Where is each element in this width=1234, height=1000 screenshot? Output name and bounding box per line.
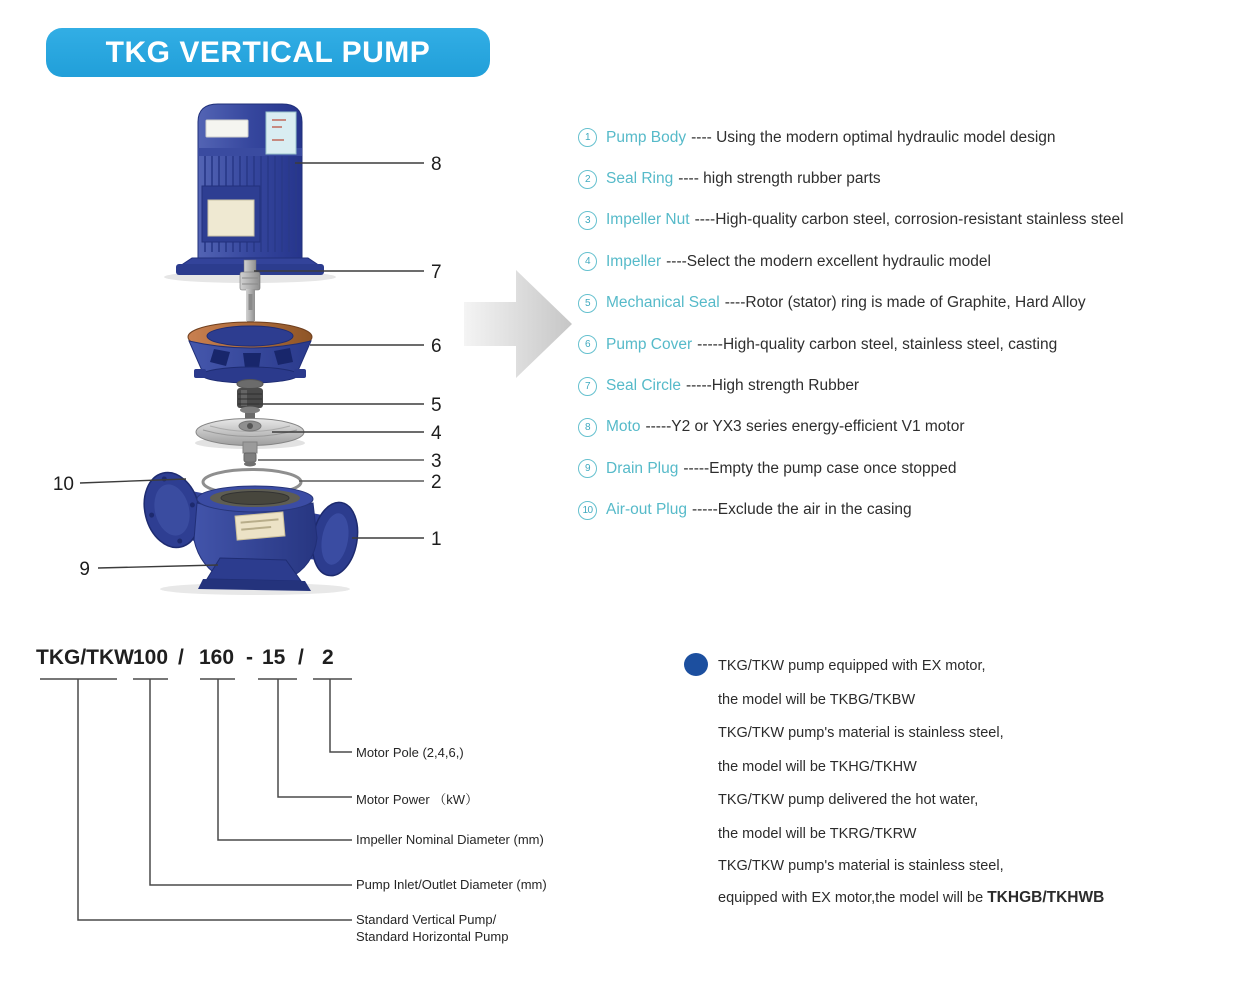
model-code-connector-lines xyxy=(30,672,630,962)
impeller-nut-illustration xyxy=(244,453,256,467)
part-number-badge: 6 xyxy=(578,335,597,354)
arrow-right-icon xyxy=(460,262,578,382)
part-name: Mechanical Seal xyxy=(606,294,720,312)
part-name: Drain Plug xyxy=(606,459,679,477)
mechanical-seal-illustration xyxy=(237,380,263,421)
part-description: -----Exclude the air in the casing xyxy=(691,501,912,519)
part-description: -----High-quality carbon steel, stainless steel, casting xyxy=(697,335,1058,353)
part-description: ---- Using the modern optimal hydraulic model design xyxy=(691,128,1056,146)
part-description: ----Rotor (stator) ring is made of Graphite, Hard Alloy xyxy=(724,294,1086,312)
label-standard-vertical: Standard Vertical Pump/ xyxy=(356,912,497,927)
callout-6: 6 xyxy=(431,336,442,357)
part-name: Impeller Nut xyxy=(606,211,690,229)
note-line: TKG/TKW pump equipped with EX motor, xyxy=(718,658,986,674)
model-code-slash2: / xyxy=(298,646,304,669)
part-number-badge: 1 xyxy=(578,128,597,147)
model-code-inlet: 100 xyxy=(133,646,169,669)
part-description: ---- high strength rubber parts xyxy=(678,170,881,188)
part-number-badge: 9 xyxy=(578,459,597,478)
page-title: TKG VERTICAL PUMP xyxy=(105,35,431,69)
callout-2: 2 xyxy=(431,472,442,493)
callout-7: 7 xyxy=(431,262,442,283)
label-standard-horizontal: Standard Horizontal Pump xyxy=(356,929,509,944)
model-code-slash: / xyxy=(178,646,184,669)
callout-1: 1 xyxy=(431,529,442,550)
motor-illustration xyxy=(164,104,336,283)
note-line xyxy=(718,882,1178,914)
pump-cover-illustration xyxy=(188,322,312,383)
impeller-illustration xyxy=(195,419,305,454)
parts-list-item xyxy=(578,448,1234,489)
part-number-badge: 4 xyxy=(578,252,597,271)
title-banner xyxy=(46,28,490,77)
part-name: Air-out Plug xyxy=(606,501,687,519)
part-number-badge: 10 xyxy=(578,501,597,520)
note-bold-model: TKHGB/TKHWB xyxy=(987,889,1105,906)
callout-3: 3 xyxy=(431,451,442,472)
part-name: Seal Ring xyxy=(606,170,674,188)
model-code-impeller: 160 xyxy=(199,646,235,669)
parts-list-item xyxy=(578,365,1234,406)
part-number-badge: 2 xyxy=(578,170,597,189)
part-name: Seal Circle xyxy=(606,377,681,395)
part-description: -----Empty the pump case once stopped xyxy=(683,459,957,477)
part-name: Moto xyxy=(606,418,641,436)
callout-8: 8 xyxy=(431,154,442,175)
model-code-dash: - xyxy=(246,646,253,669)
part-name: Pump Cover xyxy=(606,335,693,353)
model-code-series: TKG/TKW xyxy=(36,646,134,669)
parts-list-item xyxy=(578,283,1234,324)
part-number-badge: 5 xyxy=(578,294,597,313)
callout-9: 9 xyxy=(79,559,90,580)
parts-list-item xyxy=(578,200,1234,241)
parts-list-item xyxy=(578,407,1234,448)
note-line: TKG/TKW pump's material is stainless steel, xyxy=(718,858,1004,874)
pump-body-illustration xyxy=(137,467,363,595)
model-notes xyxy=(718,650,1178,914)
parts-list xyxy=(578,117,1234,531)
part-description: ----Select the modern excellent hydraulic model xyxy=(666,252,991,270)
part-description: -----High strength Rubber xyxy=(685,377,860,395)
note-line: TKG/TKW pump delivered the hot water, xyxy=(718,792,979,808)
bullet-icon xyxy=(684,653,708,676)
part-number-badge: 7 xyxy=(578,377,597,396)
part-number-badge: 8 xyxy=(578,418,597,437)
parts-list-item xyxy=(578,158,1234,199)
callout-5: 5 xyxy=(431,395,442,416)
label-motor-pole: Motor Pole (2,4,6,) xyxy=(356,745,464,760)
part-description: ----High-quality carbon steel, corrosion-resistant stainless steel xyxy=(694,211,1124,229)
label-inlet-outlet: Pump Inlet/Outlet Diameter (mm) xyxy=(356,877,547,892)
note-line: the model will be TKBG/TKBW xyxy=(718,691,916,708)
parts-list-item xyxy=(578,324,1234,365)
part-number-badge: 3 xyxy=(578,211,597,230)
callout-10: 10 xyxy=(52,474,74,495)
note-line: the model will be TKRG/TKRW xyxy=(718,825,917,842)
model-code-power: 15 xyxy=(262,646,286,669)
part-description: -----Y2 or YX3 series energy-efficient V1 motor xyxy=(645,418,965,436)
part-name: Impeller xyxy=(606,252,662,270)
label-motor-power: Motor Power （kW） xyxy=(356,792,479,807)
callout-4: 4 xyxy=(431,423,442,444)
note-line-text: equipped with EX motor,the model will be xyxy=(718,890,988,906)
parts-list-item xyxy=(578,241,1234,282)
model-code-pole: 2 xyxy=(322,646,334,669)
parts-list-item xyxy=(578,490,1234,531)
note-line: the model will be TKHG/TKHW xyxy=(718,758,917,775)
pump-exploded-diagram xyxy=(0,90,480,600)
note-line: TKG/TKW pump's material is stainless steel, xyxy=(718,725,1004,741)
part-name: Pump Body xyxy=(606,128,687,146)
parts-list-item xyxy=(578,117,1234,158)
label-impeller-diameter: Impeller Nominal Diameter (mm) xyxy=(356,832,544,847)
